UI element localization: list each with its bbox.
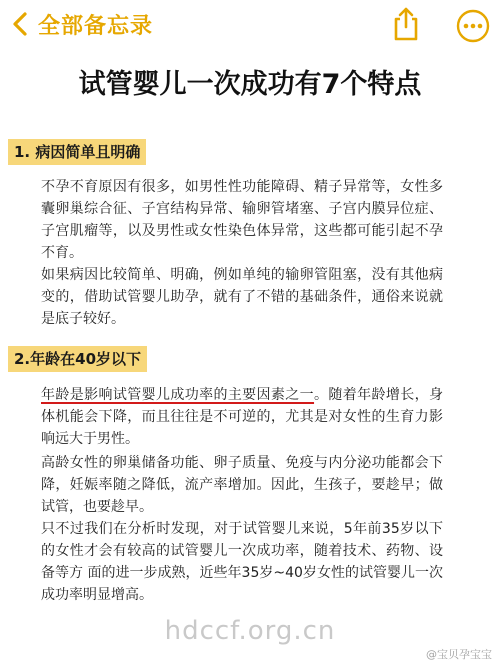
section-1-paragraph-2: 如果病因比较简单、明确，例如单纯的输卵管阻塞，没有其他病变的，借助试管婴儿助孕，就有了不错的基础条件，通俗来说就是底子较好。 bbox=[41, 267, 443, 327]
back-label: 全部备忘录 bbox=[38, 13, 154, 39]
section-2-paragraph-2: 高龄女性的卵巢储备功能、卵子质量、免疫与内分泌功能都会下降，妊娠率随之降低，流产率增加。因此，生孩子，要趁早；做试管，也要趁早。 bbox=[41, 455, 443, 515]
top-navigation-bar bbox=[0, 0, 500, 50]
note-title: 试管婴儿一次成功有7个特点 bbox=[78, 69, 422, 100]
site-watermark: hdccf.org.cn bbox=[164, 616, 336, 646]
section-2-paragraph-3: 只不过我们在分析时发现，对于试管婴儿来说，5年前35岁以下的女性才会有较高的试管婴儿一次成功率，随着技术、药物、设备等方 面的进一步成熟，近些年35岁~40岁女性的试管婴儿一次成功率明显增高。 bbox=[41, 521, 443, 603]
more-options-icon bbox=[456, 9, 490, 43]
more-options-button[interactable] bbox=[456, 9, 490, 43]
chevron-left-icon bbox=[10, 11, 32, 37]
section-1-paragraph-1: 不孕不育原因有很多，如男性性功能障碍、精子异常等，女性多囊卵巢综合征、子宫结构异常、输卵管堵塞、子宫内膜异位症、子宫肌瘤等，以及男性或女性染色体异常，这些都可能引起不孕不育。 bbox=[41, 179, 443, 261]
section-2-paragraph-1-rest: 。随着年龄增长，身体机能会下降，而且往往是不可逆的，尤其是对女性的生育力影响远大于男性。 bbox=[41, 387, 444, 447]
share-button[interactable] bbox=[391, 6, 421, 42]
share-icon bbox=[391, 6, 421, 42]
back-button[interactable] bbox=[10, 6, 153, 42]
section-2-paragraph-1 bbox=[41, 384, 443, 450]
section-heading-1: 1. 病因简单且明确 bbox=[8, 139, 146, 165]
section-heading-2: 2.年龄在40岁以下 bbox=[8, 346, 147, 372]
underlined-key-sentence: 年龄是影响试管婴儿成功率的主要因素之一 bbox=[41, 387, 315, 403]
author-credit: @宝贝孕宝宝 bbox=[426, 648, 492, 661]
